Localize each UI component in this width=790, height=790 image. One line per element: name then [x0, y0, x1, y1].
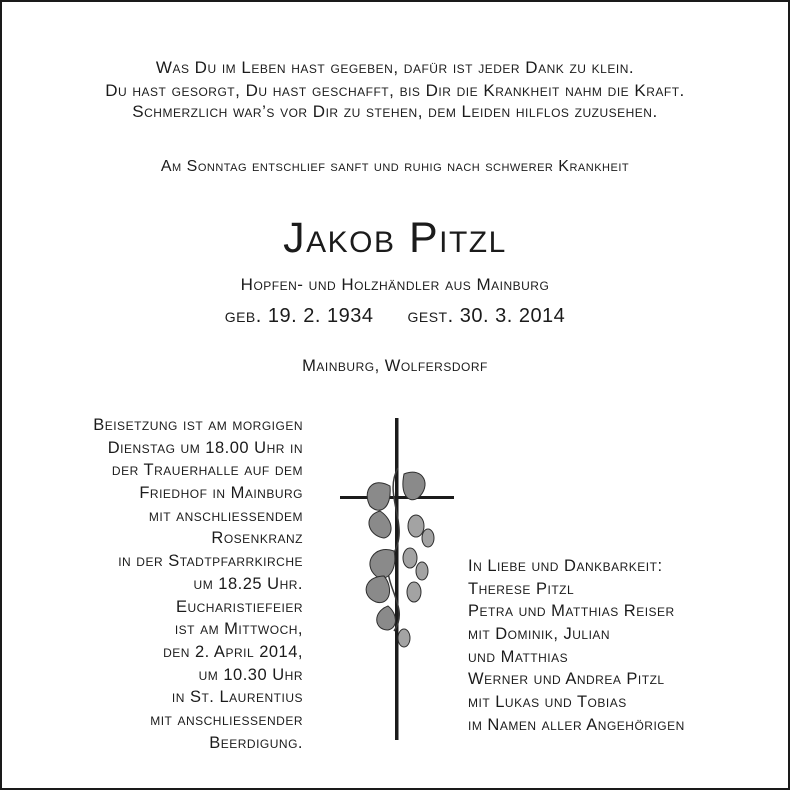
funeral-line: um 18.25 Uhr.: [193, 574, 303, 593]
verse-line-2: Du hast gesorgt, Du hast geschafft, bis Dir die Krankheit nahm die Kraft.: [105, 81, 685, 100]
hop-cones: [398, 515, 434, 647]
cross-with-hop-vine-icon: [332, 416, 462, 742]
died-date: 30. 3. 2014: [459, 305, 566, 327]
funeral-line: in der Stadtpfarrkirche: [118, 552, 303, 571]
deceased-name: Jakob Pitzl: [283, 214, 507, 262]
mourners-heading: In Liebe und Dankbarkeit:: [468, 557, 663, 575]
mourner-line: Petra und Matthias Reiser: [468, 602, 675, 621]
funeral-line: Beisetzung ist am morgigen: [93, 416, 303, 434]
mourner-line: Werner und Andrea Pitzl: [468, 670, 665, 689]
funeral-line: mit anschliessendem: [148, 506, 303, 525]
death-announcement: Am Sonntag entschlief sanft und ruhig nach schwerer Krankheit: [160, 158, 630, 175]
died-label: gest.: [407, 305, 454, 327]
mourner-line: und Matthias: [468, 647, 569, 666]
funeral-line: der Trauerhalle auf dem: [111, 461, 303, 480]
mourner-line: mit Dominik, Julian: [468, 625, 611, 644]
deceased-place: Mainburg, Wolfersdorf: [302, 357, 488, 375]
funeral-line: ist am Mittwoch,: [174, 620, 303, 639]
verse-line-3: Schmerzlich war’s vor Dir zu stehen, dem Leiden hilflos zuzusehen.: [132, 102, 658, 121]
funeral-line: Rosenkranz: [211, 529, 303, 548]
cross-horizontal-bar: [340, 496, 454, 499]
funeral-details: [93, 414, 303, 754]
funeral-line: Dienstag um 18.00 Uhr in: [107, 438, 303, 457]
funeral-line: Friedhof in Mainburg: [139, 484, 303, 503]
cross-vertical-bar: [395, 418, 399, 740]
funeral-line: in St. Laurentius: [171, 688, 303, 707]
verse-line-1: Was Du im Leben hast gegeben, dafür ist jeder Dank zu klein.: [155, 58, 635, 77]
funeral-line: mit anschliessender: [150, 710, 303, 729]
born-label: geb.: [224, 305, 262, 327]
deceased-occupation: Hopfen- und Holzhändler aus Mainburg: [240, 275, 550, 294]
mourner-line: Therese Pitzl: [468, 579, 575, 598]
funeral-line: um 10.30 Uhr: [198, 665, 303, 684]
life-dates: [2, 305, 788, 328]
mourner-line: im Namen aller Angehörigen: [468, 715, 685, 734]
mourner-line: mit Lukas und Tobias: [468, 693, 627, 712]
funeral-line: Eucharistiefeier: [175, 597, 303, 616]
born-date: 19. 2. 1934: [267, 305, 374, 327]
mourners: [468, 555, 685, 737]
funeral-line: Beerdigung.: [209, 733, 303, 752]
funeral-line: den 2. April 2014,: [163, 642, 303, 661]
